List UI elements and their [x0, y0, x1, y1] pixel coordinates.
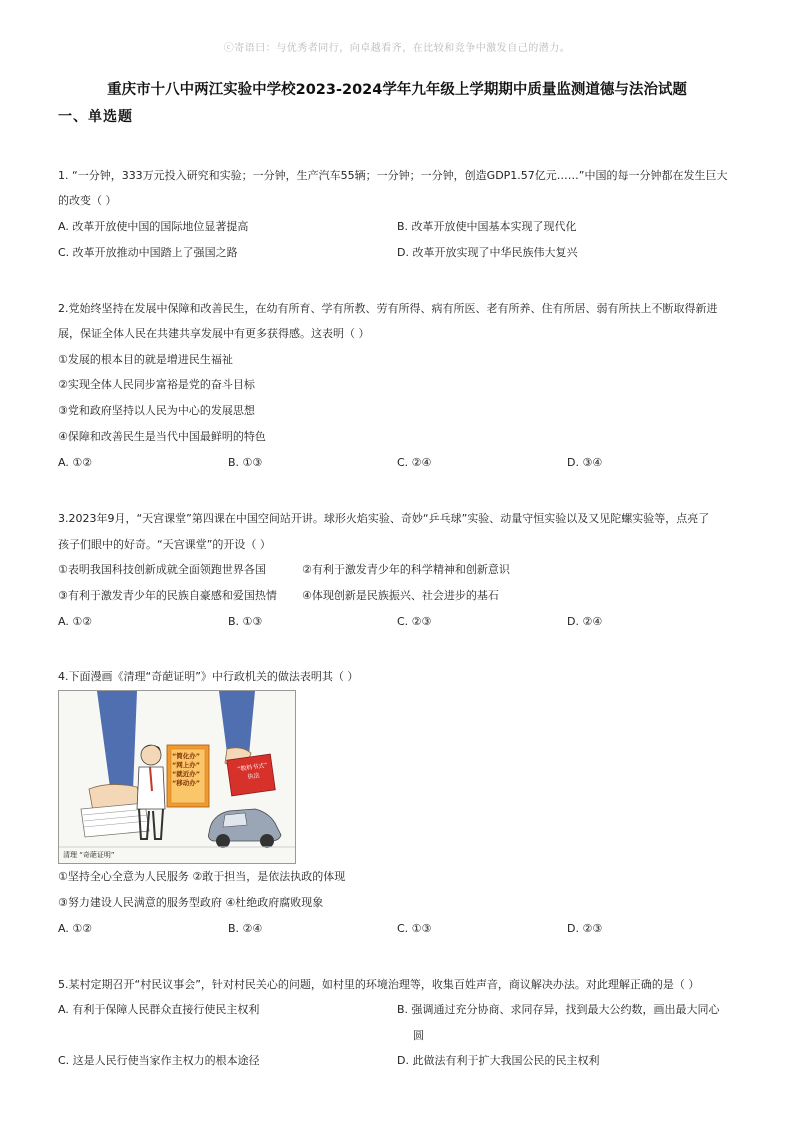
- q1-stem-line2: 的改变（ ）: [58, 194, 117, 207]
- page-title: 重庆市十八中两江实验中学校2023-2024学年九年级上学期期中质量监测道德与法治试题: [107, 82, 687, 98]
- q5-option-b-continued[interactable]: 圆: [413, 1029, 424, 1042]
- q3-statement-3: ③有利于激发青少年的民族自豪感和爱国热情: [58, 589, 277, 602]
- q2-statement-1: ①发展的根本目的就是增进民生福祉: [58, 353, 233, 366]
- q2-stem-line2: 展，保证全体人民在共建共享发展中有更多获得感。这表明（ ）: [58, 327, 370, 340]
- section-heading: 一、单选题: [58, 109, 133, 125]
- q3-statement-4: ④体现创新是民族振兴、社会进步的基石: [302, 589, 499, 602]
- cartoon-sign-line-4: “移动办”: [172, 779, 201, 787]
- header-motto: ⓒ寄语曰：与优秀者同行，向卓越看齐，在比较和竞争中激发自己的潜力。: [223, 43, 571, 54]
- q3-option-a[interactable]: A. ①②: [58, 615, 93, 628]
- q1-option-b[interactable]: B. 改革开放使中国基本实现了现代化: [397, 220, 577, 233]
- q3-statement-2: ②有利于激发青少年的科学精神和创新意识: [302, 563, 510, 576]
- q2-statement-4: ④保障和改善民生是当代中国最鲜明的特色: [58, 430, 266, 443]
- q5-stem-line1: 5.某村定期召开“村民议事会”，针对村民关心的问题，如村里的环境治理等，收集百姓声音，商议解决办法。对此理解正确的是（ ）: [58, 978, 700, 991]
- cartoon-sign-line-3: “就近办”: [172, 770, 201, 778]
- cartoon-card-line-2: 执法: [247, 772, 261, 781]
- q3-stem-line2: 孩子们眼中的好奇。“天宫课堂”的开设（ ）: [58, 538, 271, 551]
- q4-option-c[interactable]: C. ①③: [397, 922, 432, 935]
- q1-option-a[interactable]: A. 改革开放使中国的国际地位显著提高: [58, 220, 249, 233]
- q3-option-d[interactable]: D. ②④: [567, 615, 603, 628]
- q4-statement-3-4: ③努力建设人民满意的服务型政府 ④杜绝政府腐败现象: [58, 896, 324, 909]
- cartoon-card-line-1: “数料书式”: [236, 761, 268, 774]
- q3-option-b[interactable]: B. ①③: [228, 615, 263, 628]
- q4-option-a[interactable]: A. ①②: [58, 922, 93, 935]
- q3-stem-line1: 3.2023年9月，“天宫课堂”第四课在中国空间站开讲。球形火焰实验、奇妙“乒乓球”实验、动量守恒实验以及又见陀螺实验等，点亮了: [58, 512, 710, 525]
- q4-stem-line1: 4.下面漫画《清理“奇葩证明”》中行政机关的做法表明其（ ）: [58, 670, 359, 683]
- q3-statement-1: ①表明我国科技创新成就全面领跑世界各国: [58, 563, 266, 576]
- cartoon-sign-line-2: “网上办”: [172, 761, 201, 769]
- q2-option-b[interactable]: B. ①③: [228, 456, 263, 469]
- q2-statement-3: ③党和政府坚持以人民为中心的发展思想: [58, 404, 255, 417]
- q4-option-d[interactable]: D. ②③: [567, 922, 603, 935]
- q5-option-d[interactable]: D. 此做法有利于扩大我国公民的民主权利: [397, 1054, 600, 1067]
- q1-option-d[interactable]: D. 改革开放实现了中华民族伟大复兴: [397, 246, 578, 259]
- q1-stem-line1: 1. “一分钟，333万元投入研究和实验；一分钟，生产汽车55辆；一分钟；一分钟，创造GDP1.57亿元……”中国的每一分钟都在发生巨大: [58, 169, 728, 182]
- cartoon-caption: 清理 “奇葩证明”: [63, 851, 115, 859]
- q2-stem-line1: 2.党始终坚持在发展中保障和改善民生，在幼有所育、学有所教、劳有所得、病有所医、老有所养、住有所居、弱有所扶上不断取得新进: [58, 302, 718, 315]
- q4-option-b[interactable]: B. ②④: [228, 922, 263, 935]
- q2-option-c[interactable]: C. ②④: [397, 456, 432, 469]
- cartoon-image: [58, 690, 296, 864]
- q2-option-d[interactable]: D. ③④: [567, 456, 603, 469]
- q5-option-c[interactable]: C. 这是人民行使当家作主权力的根本途径: [58, 1054, 260, 1067]
- cartoon-sign-line-1: “简化办”: [172, 752, 201, 760]
- q2-statement-2: ②实现全体人民同步富裕是党的奋斗目标: [58, 378, 255, 391]
- q1-option-c[interactable]: C. 改革开放推动中国踏上了强国之路: [58, 246, 238, 259]
- q2-option-a[interactable]: A. ①②: [58, 456, 93, 469]
- q3-option-c[interactable]: C. ②③: [397, 615, 432, 628]
- q5-option-a[interactable]: A. 有利于保障人民群众直接行使民主权利: [58, 1003, 260, 1016]
- q4-statement-1-2: ①坚持全心全意为人民服务 ②敢于担当，是依法执政的体现: [58, 870, 346, 883]
- q5-option-b[interactable]: B. 强调通过充分协商、求同存异，找到最大公约数，画出最大同心: [397, 1003, 720, 1016]
